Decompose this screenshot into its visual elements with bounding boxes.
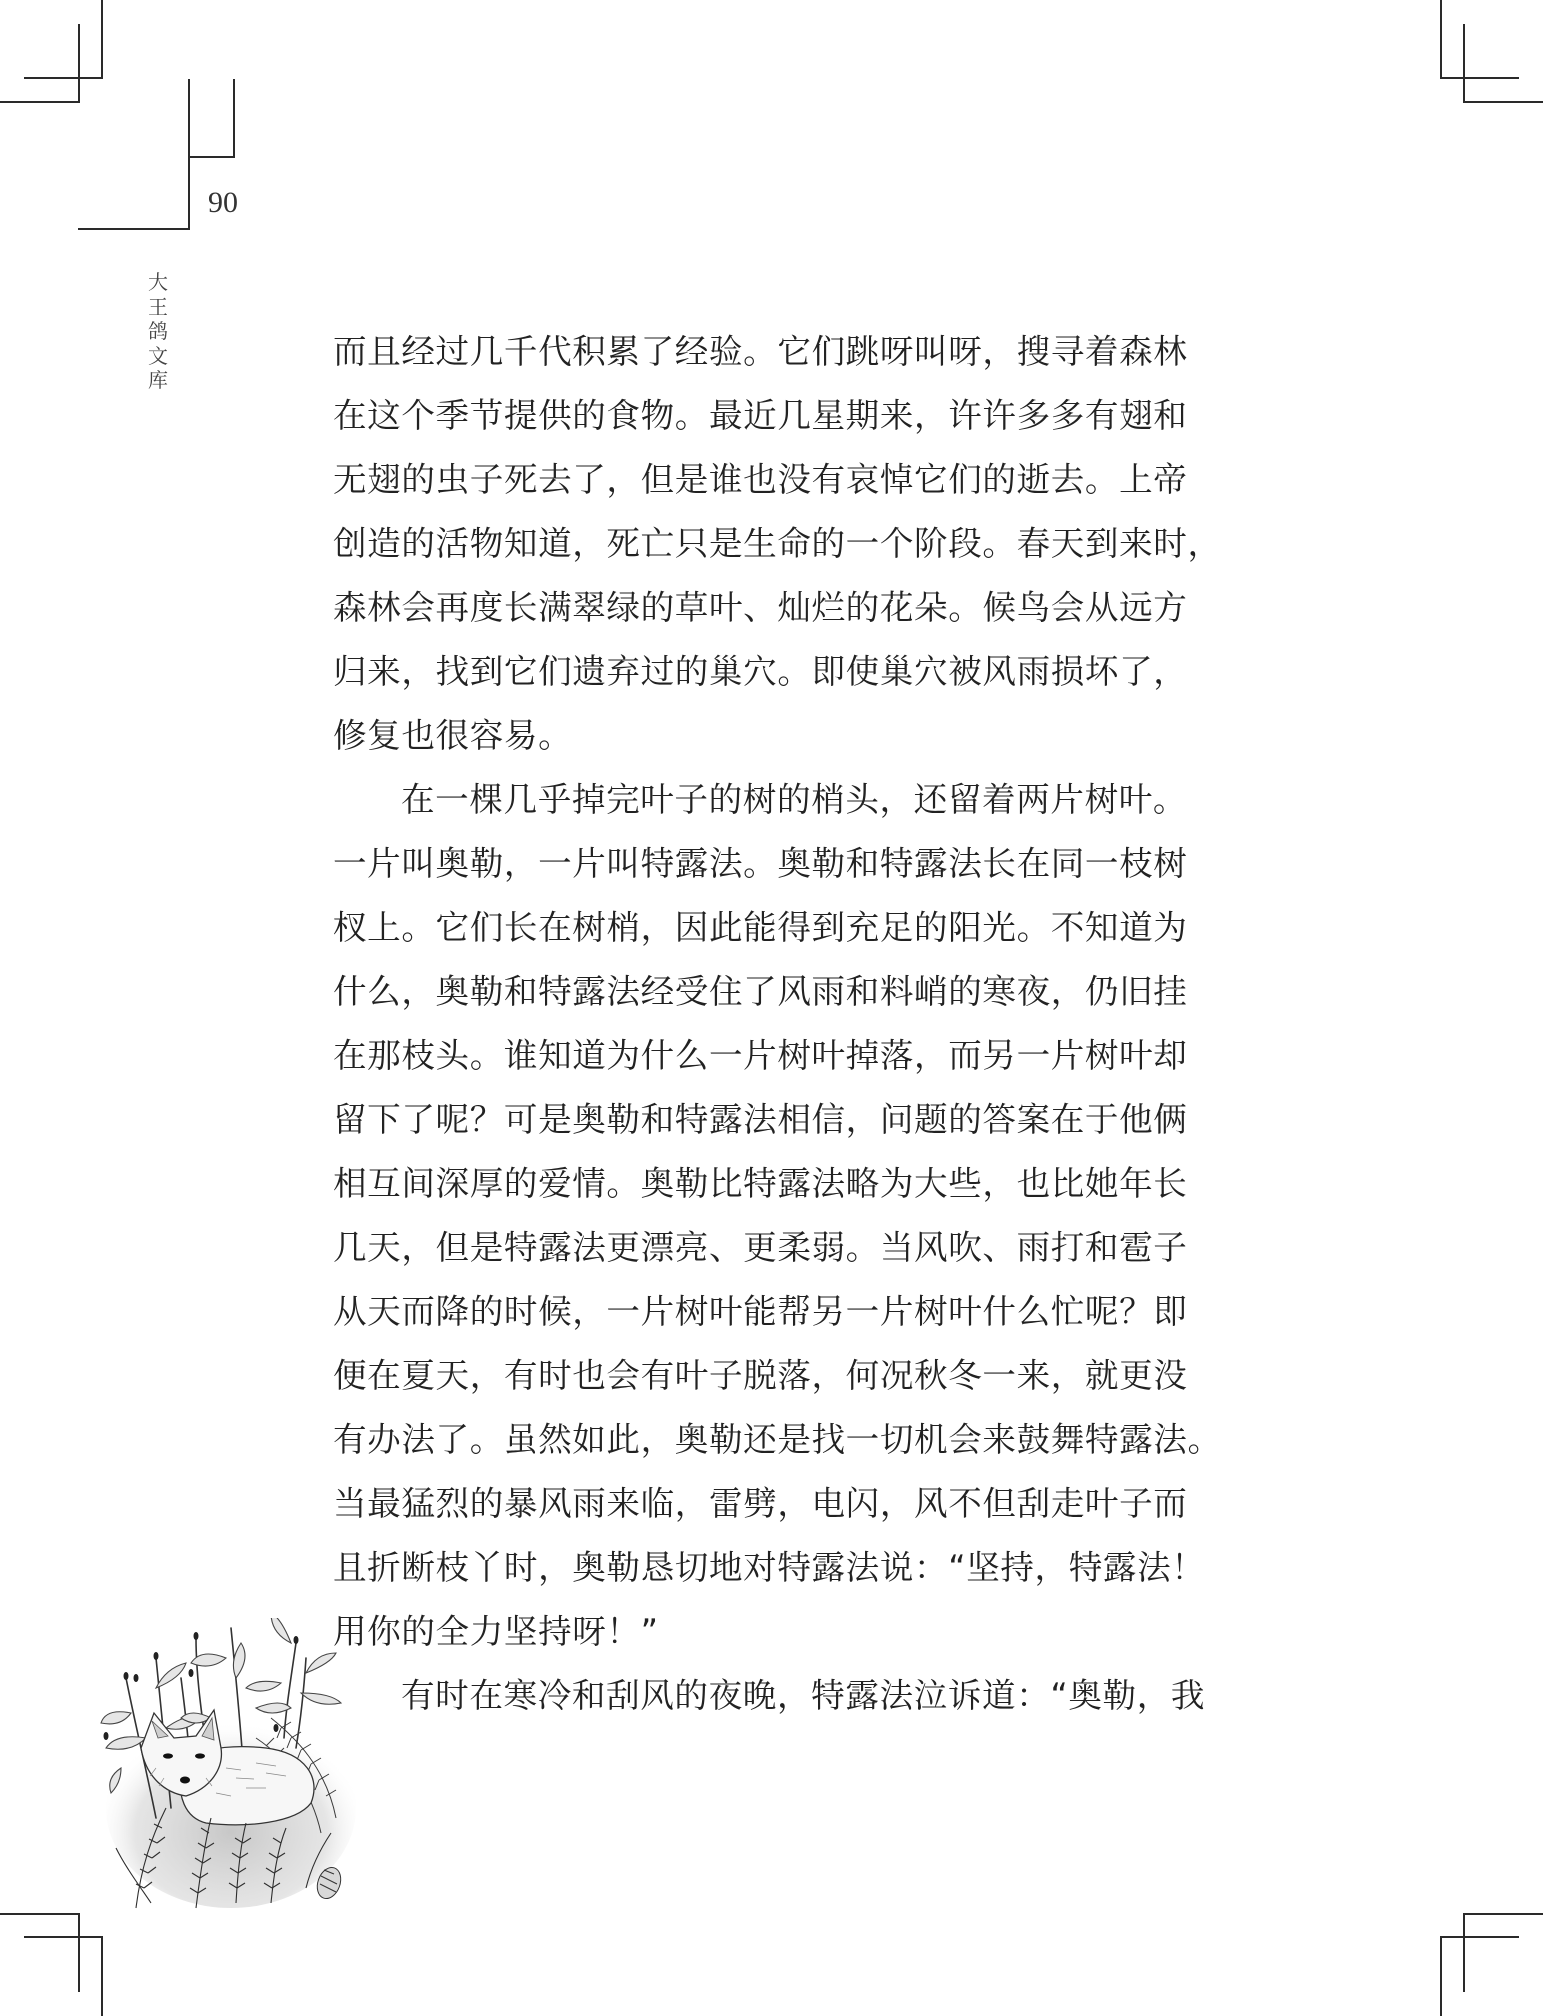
text-line: 森林会再度长满翠绿的草叶、灿烂的花朵。候鸟会从远方 — [333, 588, 1188, 627]
crop-mark-bottom-right-outer-vertical — [1463, 1913, 1465, 1992]
crop-mark-bottom-left-inner-horizontal — [24, 1936, 103, 1938]
crop-mark-top-left-inner-horizontal — [0, 101, 80, 103]
text-line: 当最猛烈的暴风雨来临，雷劈，电闪，风不但刮走叶子而 — [333, 1484, 1188, 1523]
series-label-char: 王 — [148, 294, 168, 319]
series-label-char: 鸽 — [148, 319, 168, 343]
header-bracket-small-horizontal — [188, 156, 235, 158]
crop-mark-bottom-right-inner-vertical — [1440, 1936, 1442, 2016]
fox-sketch-icon — [96, 1618, 358, 1913]
text-line: 修复也很容易。 — [333, 716, 573, 755]
text-line: 几天，但是特露法更漂亮、更柔弱。当风吹、雨打和雹子 — [333, 1228, 1188, 1267]
text-line: 有办法了。虽然如此，奥勒还是找一切机会来鼓舞特露法。 — [333, 1420, 1222, 1459]
text-line-paragraph-start: 有时在寒冷和刮风的夜晚，特露法泣诉道：“奥勒，我 — [401, 1676, 1206, 1715]
text-line: 相互间深厚的爱情。奥勒比特露法略为大些，也比她年长 — [333, 1164, 1188, 1203]
text-line: 无翅的虫子死去了，但是谁也没有哀悼它们的逝去。上帝 — [333, 460, 1188, 499]
crop-mark-bottom-left-outer-vertical — [78, 1913, 80, 1992]
text-line: 留下了呢？可是奥勒和特露法相信，问题的答案在于他俩 — [333, 1100, 1188, 1139]
text-line: 从天而降的时候，一片树叶能帮另一片树叶什么忙呢？即 — [333, 1292, 1188, 1331]
crop-mark-top-right-outer-horizontal — [1440, 77, 1519, 79]
text-line: 归来，找到它们遗弃过的巢穴。即使巢穴被风雨损坏了， — [333, 652, 1188, 691]
header-bracket-horizontal — [78, 228, 190, 230]
fox-illustration — [96, 1618, 358, 1913]
header-bracket-small-vertical — [233, 79, 235, 158]
page-number: 90 — [208, 186, 238, 219]
crop-mark-bottom-right-outer-horizontal — [1463, 1913, 1543, 1915]
crop-mark-top-left-outer-vertical — [101, 0, 103, 79]
series-label — [146, 270, 170, 393]
body-text — [333, 320, 1222, 1728]
crop-mark-bottom-right-inner-horizontal — [1440, 1936, 1519, 1938]
text-line: 创造的活物知道，死亡只是生命的一个阶段。春天到来时， — [333, 524, 1222, 563]
series-label-char: 大 — [148, 270, 168, 294]
header-bracket-vertical — [188, 79, 190, 230]
crop-mark-top-right-outer-vertical — [1440, 0, 1442, 79]
crop-mark-bottom-left-outer-horizontal — [0, 1913, 80, 1915]
text-line: 而且经过几千代积累了经验。它们跳呀叫呀，搜寻着森林 — [333, 332, 1188, 371]
crop-mark-bottom-left-inner-vertical — [101, 1936, 103, 2016]
text-line: 在那枝头。谁知道为什么一片树叶掉落，而另一片树叶却 — [333, 1036, 1188, 1075]
text-line: 一片叫奥勒，一片叫特露法。奥勒和特露法长在同一枝树 — [333, 844, 1188, 883]
crop-mark-top-left-outer-horizontal — [24, 77, 103, 79]
crop-mark-top-right-inner-vertical — [1463, 24, 1465, 103]
text-line: 便在夏天，有时也会有叶子脱落，何况秋冬一来，就更没 — [333, 1356, 1188, 1395]
series-label-char: 文 — [148, 343, 168, 368]
crop-mark-top-right-inner-horizontal — [1463, 101, 1543, 103]
crop-mark-top-left-inner-vertical — [78, 24, 80, 103]
text-line: 且折断枝丫时，奥勒恳切地对特露法说：“坚持，特露法！ — [333, 1548, 1206, 1587]
text-line: 杈上。它们长在树梢，因此能得到充足的阳光。不知道为 — [333, 908, 1188, 947]
text-line-paragraph-start: 在一棵几乎掉完叶子的树的梢头，还留着两片树叶。 — [401, 780, 1188, 819]
text-line: 用你的全力坚持呀！” — [333, 1612, 659, 1651]
text-line: 什么，奥勒和特露法经受住了风雨和料峭的寒夜，仍旧挂 — [333, 972, 1188, 1011]
series-label-char: 库 — [148, 368, 168, 392]
text-line: 在这个季节提供的食物。最近几星期来，许许多多有翅和 — [333, 396, 1188, 435]
